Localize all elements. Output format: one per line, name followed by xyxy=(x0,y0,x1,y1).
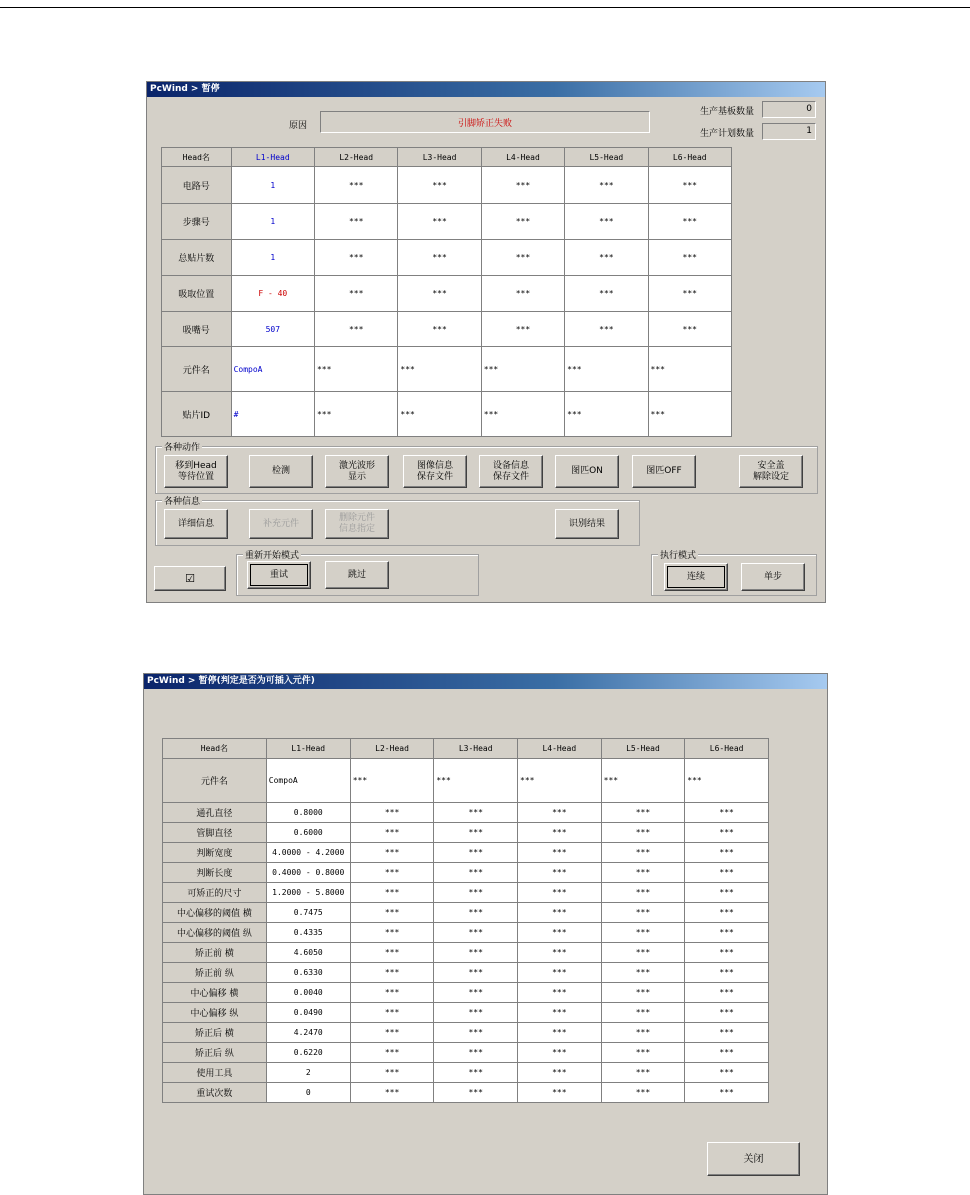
reason-field xyxy=(320,111,650,133)
table-cell: *** xyxy=(685,883,769,903)
image-match-on-button[interactable]: 图匹ON xyxy=(555,455,619,488)
table-header-row xyxy=(163,739,769,759)
table-cell: *** xyxy=(685,1063,769,1083)
row-label: 中心偏移的阈值 纵 xyxy=(163,923,267,943)
table-cell: *** xyxy=(518,983,602,1003)
table-cell: *** xyxy=(601,923,685,943)
table-cell: *** xyxy=(398,312,481,347)
table-cell: *** xyxy=(685,1023,769,1043)
board-count-value: 0 xyxy=(806,104,812,114)
table-cell: *** xyxy=(481,312,564,347)
table-cell: *** xyxy=(685,803,769,823)
table-cell: *** xyxy=(518,943,602,963)
row-label: 可矫正的尺寸 xyxy=(163,883,267,903)
table-cell: *** xyxy=(565,167,648,204)
table-row xyxy=(163,1083,769,1103)
table-row xyxy=(162,204,732,240)
pause-window-titlebar: PcWind > 暂停 xyxy=(147,82,825,97)
row-label: 吸取位置 xyxy=(162,276,232,312)
table-cell: *** xyxy=(350,863,434,883)
table-row xyxy=(162,276,732,312)
row-label: 判断宽度 xyxy=(163,843,267,863)
row-label: 矫正后 横 xyxy=(163,1023,267,1043)
table-cell: *** xyxy=(350,963,434,983)
save-image-info-button[interactable]: 图像信息 保存文件 xyxy=(403,455,467,488)
table-cell: *** xyxy=(314,312,397,347)
plan-count-label: 生产计划数量 xyxy=(700,129,755,139)
table-cell: *** xyxy=(314,240,397,276)
table-cell: *** xyxy=(565,276,648,312)
column-header: Head名 xyxy=(163,739,267,759)
single-step-button[interactable]: 单步 xyxy=(741,563,805,591)
table-cell: *** xyxy=(601,1043,685,1063)
continuous-button[interactable]: 连续 xyxy=(664,563,728,591)
table-row xyxy=(163,803,769,823)
table-cell: *** xyxy=(434,983,518,1003)
row-label: 判断长度 xyxy=(163,863,267,883)
table-cell: # xyxy=(231,392,314,437)
table-cell: *** xyxy=(601,759,685,803)
detail-info-button[interactable]: 详细信息 xyxy=(164,509,228,539)
save-device-info-button[interactable]: 设备信息 保存文件 xyxy=(479,455,543,488)
table-cell: *** xyxy=(434,963,518,983)
row-label: 矫正前 横 xyxy=(163,943,267,963)
table-cell: *** xyxy=(398,204,481,240)
table-cell: *** xyxy=(601,963,685,983)
table-cell: 1 xyxy=(231,167,314,204)
column-header: L2-Head xyxy=(314,148,397,167)
table-row xyxy=(163,883,769,903)
table-cell: 4.0000 - 4.2000 xyxy=(266,843,350,863)
table-row xyxy=(163,759,769,803)
table-row xyxy=(162,240,732,276)
table-cell: *** xyxy=(601,1063,685,1083)
safety-cover-release-button[interactable]: 安全盖 解除设定 xyxy=(739,455,803,488)
actions-group-title: 各种动作 xyxy=(162,440,202,453)
table-cell: 0.6000 xyxy=(266,823,350,843)
table-cell: *** xyxy=(518,903,602,923)
inspect-button[interactable]: 检测 xyxy=(249,455,313,488)
table-cell: *** xyxy=(434,823,518,843)
table-cell: *** xyxy=(350,923,434,943)
table-cell: *** xyxy=(648,204,731,240)
table-cell: 1.2000 - 5.8000 xyxy=(266,883,350,903)
table-row xyxy=(163,963,769,983)
table-row xyxy=(163,843,769,863)
table-cell: *** xyxy=(518,803,602,823)
table-cell: *** xyxy=(434,1023,518,1043)
table-cell: *** xyxy=(434,943,518,963)
table-cell: 0.7475 xyxy=(266,903,350,923)
table-cell: *** xyxy=(601,1023,685,1043)
table-cell: *** xyxy=(314,167,397,204)
board-count-label: 生产基板数量 xyxy=(700,107,755,117)
plan-count-value: 1 xyxy=(806,126,812,136)
row-label: 中心偏移 纵 xyxy=(163,1003,267,1023)
table-cell: *** xyxy=(434,1083,518,1103)
table-cell: *** xyxy=(648,392,731,437)
insert-judge-window-titlebar: PcWind > 暂停(判定是否为可插入元件) xyxy=(144,674,827,689)
retry-button[interactable]: 重试 xyxy=(247,561,311,589)
table-cell: 0.8000 xyxy=(266,803,350,823)
row-label: 总贴片数 xyxy=(162,240,232,276)
column-header: L2-Head xyxy=(350,739,434,759)
delete-component-info-button[interactable]: 删除元件 信息指定 xyxy=(325,509,389,539)
table-cell: *** xyxy=(648,347,731,392)
table-cell: *** xyxy=(398,392,481,437)
table-cell: *** xyxy=(398,240,481,276)
table-cell: *** xyxy=(350,1083,434,1103)
table-cell: *** xyxy=(601,823,685,843)
table-cell: *** xyxy=(685,1083,769,1103)
table-cell: *** xyxy=(434,1003,518,1023)
table-cell: *** xyxy=(481,347,564,392)
table-cell: 0.4335 xyxy=(266,923,350,943)
table-cell: *** xyxy=(518,1063,602,1083)
table-row xyxy=(163,943,769,963)
table-cell: *** xyxy=(518,883,602,903)
table-cell: *** xyxy=(518,823,602,843)
row-label: 电路号 xyxy=(162,167,232,204)
checkbox-icon: ☑ xyxy=(185,572,195,585)
table-cell: *** xyxy=(601,863,685,883)
table-cell: *** xyxy=(314,204,397,240)
column-header: L4-Head xyxy=(518,739,602,759)
table-cell: *** xyxy=(350,803,434,823)
table-cell: *** xyxy=(350,983,434,1003)
reason-label: 原因 xyxy=(289,121,308,131)
table-cell: *** xyxy=(434,863,518,883)
row-label: 使用工具 xyxy=(163,1063,267,1083)
table-cell: 2 xyxy=(266,1063,350,1083)
table-cell: 0.0490 xyxy=(266,1003,350,1023)
column-header: L3-Head xyxy=(398,148,481,167)
row-label: 矫正前 纵 xyxy=(163,963,267,983)
table-cell: *** xyxy=(685,963,769,983)
table-header-row xyxy=(162,148,732,167)
recognition-result-button[interactable]: 识别结果 xyxy=(555,509,619,539)
table-cell: *** xyxy=(518,759,602,803)
table-cell: *** xyxy=(685,983,769,1003)
table-cell: *** xyxy=(350,1003,434,1023)
table-cell: 507 xyxy=(231,312,314,347)
column-header: L5-Head xyxy=(601,739,685,759)
page-top-rule xyxy=(0,7,970,8)
table-cell: *** xyxy=(648,167,731,204)
table-cell: *** xyxy=(314,392,397,437)
table-cell: *** xyxy=(518,863,602,883)
table-cell: *** xyxy=(565,312,648,347)
table-cell: *** xyxy=(685,863,769,883)
table-cell: *** xyxy=(601,803,685,823)
table-cell: *** xyxy=(518,1043,602,1063)
table-cell: *** xyxy=(648,276,731,312)
table-cell: *** xyxy=(350,1023,434,1043)
table-cell: 4.2470 xyxy=(266,1023,350,1043)
table-cell: *** xyxy=(350,759,434,803)
table-cell: *** xyxy=(685,843,769,863)
table-cell: *** xyxy=(601,1083,685,1103)
table-cell: *** xyxy=(518,843,602,863)
table-cell: *** xyxy=(314,347,397,392)
table-row xyxy=(163,1043,769,1063)
row-label: 元件名 xyxy=(162,347,232,392)
pause-window xyxy=(146,81,826,603)
table-row xyxy=(163,923,769,943)
row-label: 管脚直径 xyxy=(163,823,267,843)
table-cell: 0 xyxy=(266,1083,350,1103)
table-cell: 0.0040 xyxy=(266,983,350,1003)
table-cell: *** xyxy=(685,1003,769,1023)
laser-waveform-button[interactable]: 激光波形 显示 xyxy=(325,455,389,488)
table-cell: *** xyxy=(481,392,564,437)
table-cell: *** xyxy=(518,1003,602,1023)
table-cell: *** xyxy=(565,204,648,240)
add-component-button[interactable]: 补充元件 xyxy=(249,509,313,539)
table-cell: *** xyxy=(314,276,397,312)
table-cell: *** xyxy=(601,943,685,963)
table-cell: *** xyxy=(481,167,564,204)
row-label: 贴片ID xyxy=(162,392,232,437)
table-cell: *** xyxy=(350,823,434,843)
table-cell: CompoA xyxy=(266,759,350,803)
row-label: 重试次数 xyxy=(163,1083,267,1103)
skip-button[interactable]: 跳过 xyxy=(325,561,389,589)
head-status-table xyxy=(161,147,732,437)
close-button[interactable]: 关闭 xyxy=(707,1142,800,1176)
table-cell: *** xyxy=(398,276,481,312)
table-cell: *** xyxy=(398,347,481,392)
table-cell: *** xyxy=(565,347,648,392)
row-label: 通孔直径 xyxy=(163,803,267,823)
table-row xyxy=(163,1023,769,1043)
column-header: L4-Head xyxy=(481,148,564,167)
check-button[interactable] xyxy=(154,566,226,591)
table-cell: 0.4000 - 0.8000 xyxy=(266,863,350,883)
table-cell: *** xyxy=(481,204,564,240)
move-head-wait-button[interactable]: 移到Head 等待位置 xyxy=(164,455,228,488)
table-cell: *** xyxy=(481,276,564,312)
table-cell: *** xyxy=(648,312,731,347)
insert-judge-table xyxy=(162,738,769,1103)
table-cell: *** xyxy=(350,843,434,863)
table-cell: *** xyxy=(601,903,685,923)
table-row xyxy=(163,983,769,1003)
table-cell: *** xyxy=(434,1063,518,1083)
column-header: L3-Head xyxy=(434,739,518,759)
table-cell: *** xyxy=(518,1023,602,1043)
table-cell: *** xyxy=(350,903,434,923)
table-cell: *** xyxy=(434,923,518,943)
row-label: 中心偏移的阈值 横 xyxy=(163,903,267,923)
column-header: L1-Head xyxy=(231,148,314,167)
table-cell: *** xyxy=(685,1043,769,1063)
exec-mode-title: 执行模式 xyxy=(658,548,698,561)
reason-value: 引脚矫正失败 xyxy=(457,118,512,129)
table-cell: CompoA xyxy=(231,347,314,392)
plan-count-field xyxy=(762,123,816,140)
table-cell: *** xyxy=(434,759,518,803)
table-cell: 0.6330 xyxy=(266,963,350,983)
column-header: Head名 xyxy=(162,148,232,167)
table-cell: *** xyxy=(648,240,731,276)
row-label: 矫正后 纵 xyxy=(163,1043,267,1063)
table-cell: *** xyxy=(518,963,602,983)
table-cell: 4.6050 xyxy=(266,943,350,963)
table-row xyxy=(163,903,769,923)
table-cell: *** xyxy=(434,883,518,903)
table-row xyxy=(163,1003,769,1023)
row-label: 元件名 xyxy=(163,759,267,803)
table-row xyxy=(162,347,732,392)
row-label: 步骤号 xyxy=(162,204,232,240)
table-row xyxy=(162,392,732,437)
table-cell: *** xyxy=(601,983,685,1003)
table-cell: *** xyxy=(350,1063,434,1083)
table-cell: *** xyxy=(565,392,648,437)
table-cell: 0.6220 xyxy=(266,1043,350,1063)
table-cell: *** xyxy=(350,943,434,963)
table-cell: F - 40 xyxy=(231,276,314,312)
column-header: L6-Head xyxy=(685,739,769,759)
table-cell: *** xyxy=(350,1043,434,1063)
table-cell: *** xyxy=(518,923,602,943)
image-match-off-button[interactable]: 图匹OFF xyxy=(632,455,696,488)
table-cell: *** xyxy=(685,943,769,963)
table-row xyxy=(163,1063,769,1083)
table-row xyxy=(163,823,769,843)
table-cell: *** xyxy=(685,759,769,803)
table-cell: *** xyxy=(481,240,564,276)
table-cell: *** xyxy=(601,1003,685,1023)
table-cell: *** xyxy=(434,803,518,823)
column-header: L5-Head xyxy=(565,148,648,167)
table-row xyxy=(163,863,769,883)
table-cell: *** xyxy=(601,883,685,903)
row-label: 吸嘴号 xyxy=(162,312,232,347)
column-header: L1-Head xyxy=(266,739,350,759)
table-cell: 1 xyxy=(231,204,314,240)
table-cell: *** xyxy=(398,167,481,204)
table-cell: *** xyxy=(434,903,518,923)
table-cell: *** xyxy=(565,240,648,276)
info-group-title: 各种信息 xyxy=(162,494,202,507)
table-cell: *** xyxy=(434,1043,518,1063)
table-cell: *** xyxy=(685,923,769,943)
table-cell: *** xyxy=(434,843,518,863)
board-count-field xyxy=(762,101,816,118)
insert-judge-window xyxy=(143,673,828,1195)
table-cell: *** xyxy=(601,843,685,863)
table-cell: *** xyxy=(685,903,769,923)
table-cell: 1 xyxy=(231,240,314,276)
table-row xyxy=(162,312,732,347)
table-cell: *** xyxy=(518,1083,602,1103)
table-cell: *** xyxy=(685,823,769,843)
restart-mode-title: 重新开始模式 xyxy=(243,548,301,561)
table-cell: *** xyxy=(350,883,434,903)
row-label: 中心偏移 横 xyxy=(163,983,267,1003)
column-header: L6-Head xyxy=(648,148,731,167)
table-row xyxy=(162,167,732,204)
